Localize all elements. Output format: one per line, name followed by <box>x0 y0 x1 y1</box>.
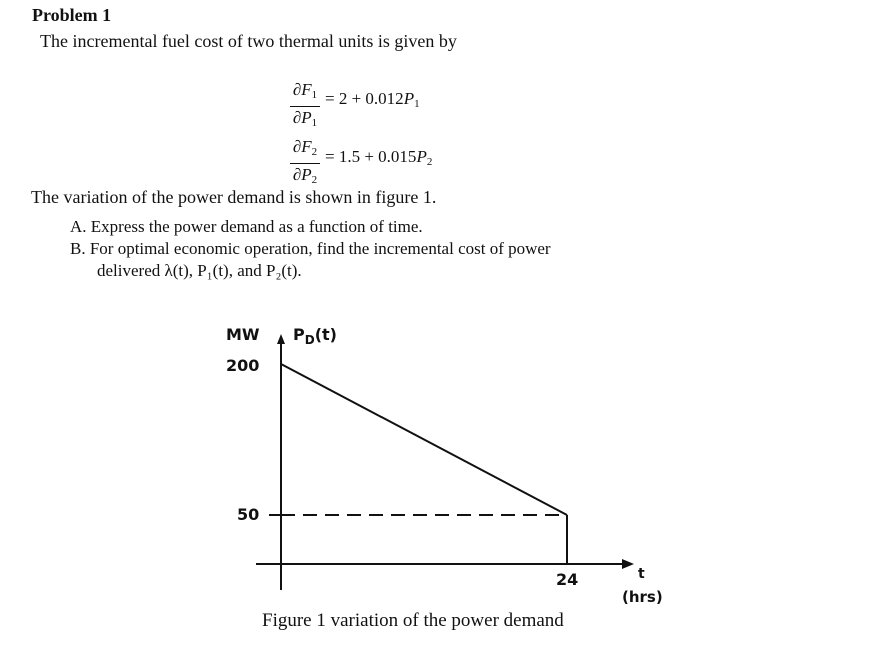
equation-2-rhs: = $1.5 + 0.015P_2$ <box>325 147 433 168</box>
equation-2-numerator: $\partial F_2$ <box>292 137 318 158</box>
x-axis-unit-label: (hrs) <box>622 588 663 606</box>
intro-text: The incremental fuel cost of two thermal units is given by <box>40 31 457 51</box>
item-a-label: A. <box>70 217 87 236</box>
y-axis-arrow <box>277 334 285 344</box>
series-label: $P_D(t)$ <box>293 325 337 347</box>
problem-title: Problem 1 <box>32 5 112 25</box>
item-a-text: Express the power demand as a function of time. <box>90 217 423 236</box>
item-b-continuation: delivered λ(t), P₁(t), and P₂(t). <box>97 261 302 280</box>
demand-line <box>281 364 567 515</box>
item-b-text: For optimal economic operation, find the incremental cost of power <box>89 239 551 258</box>
equation-1-rhs: = $2 + 0.012P_1$ <box>325 89 420 110</box>
item-b-label: B. <box>70 239 86 258</box>
y-tick-label-50: 50 <box>237 505 260 524</box>
x-axis-var-label: t <box>638 566 645 582</box>
x-tick-label-24: 24 <box>556 570 579 589</box>
y-unit-label: MW <box>226 325 260 344</box>
equation-1-denominator: $\partial P_1$ <box>292 108 318 129</box>
equation-1-numerator: $\partial F_1$ <box>292 80 318 101</box>
variation-text: The variation of the power demand is shown in figure 1. <box>31 187 437 207</box>
x-axis-arrow <box>622 559 634 569</box>
figure-caption: Figure 1 variation of the power demand <box>262 610 564 631</box>
y-tick-label-200: 200 <box>226 356 260 375</box>
equation-2-denominator: $\partial P_2$ <box>292 165 318 186</box>
